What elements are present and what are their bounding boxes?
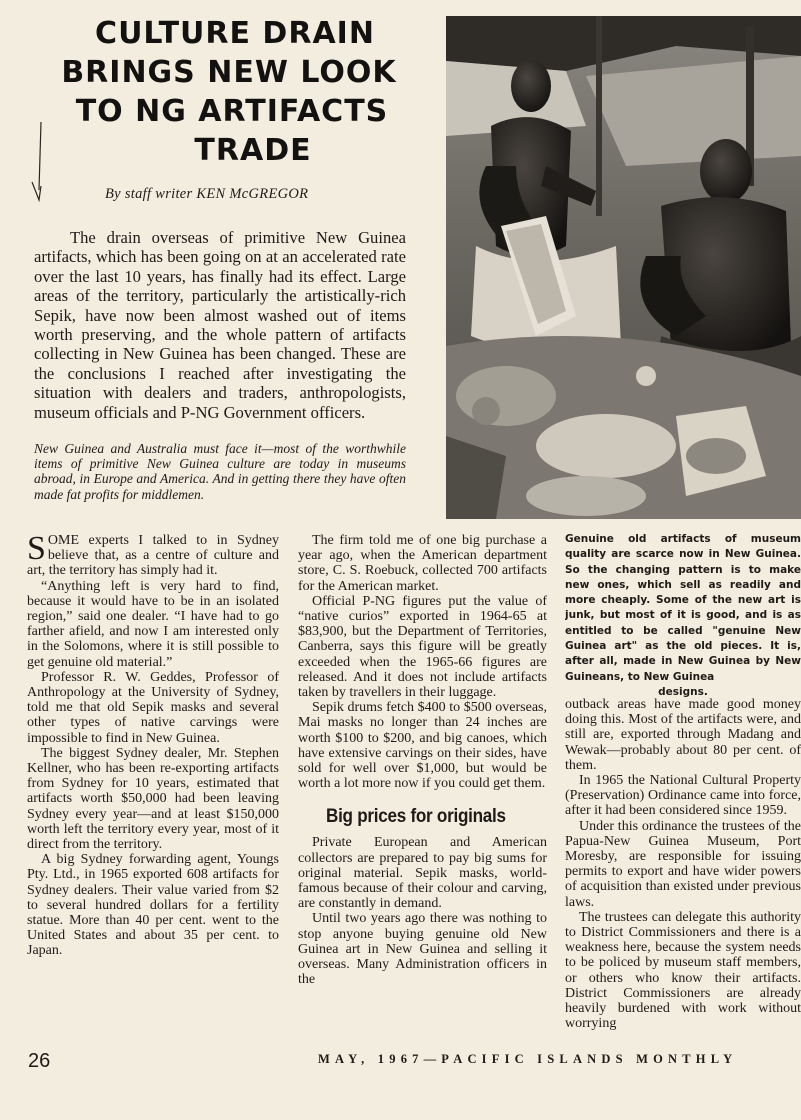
running-footer: MAY, 1967—PACIFIC ISLANDS MONTHLY (318, 1052, 738, 1066)
lead-paragraph (34, 228, 406, 422)
headline-line-1: CULTURE DRAIN (95, 16, 375, 51)
lead-text: The drain overseas of primitive New Guinea artifacts, which has been going on at an accelerated rate over the last 10 years, has finally had its effect. Large areas of the territory, particularly the artistically-rich Sepik, have now been almost washed out of items worth preserving, and the whole pattern of artifacts collecting in New Guinea has been changed. These are the conclusions I reached after investigating the situation with dealers and traders, anthropologists, museum officials and P-NG Government officers. (34, 228, 406, 422)
byline: By staff writer KEN McGREGOR (105, 186, 309, 202)
column-2-paragraph: Official P-NG figures put the value of “native curios” exported in 1964-65 at $83,900, but the Department of Territories, Canberra, says this figure will be greatly exceeded when the 1965-66 figures are released. And it does not include artifacts taken by travellers in their luggage. (298, 593, 547, 701)
column-3-paragraph: In 1965 the National Cultural Property (Preservation) Ordinance came into force, after it had been considered since 1959. (565, 773, 801, 819)
headline-line-4: TRADE (194, 133, 312, 168)
page-number: 26 (28, 1050, 51, 1072)
column-2-paragraph: Sepik drums fetch $400 to $500 overseas, Mai masks no longer than 24 inches are worth $100 to $200, and big canoes, which have extensive carvings on their sides, have sold for well over $1,000, but would be worth a lot more now if you could get them. (298, 700, 547, 792)
pull-quote: New Guinea and Australia must face it—most of the worthwhile items of primitive New Guinea culture are today in museums abroad, in Europe and America. And in getting there they have often made fat profits for middlemen. (34, 441, 406, 502)
column-1-text: OME experts I talked to in Sydney believe that, as a centre of culture and art, the territory has simply had it. (27, 533, 279, 579)
column-1-paragraph: The biggest Sydney dealer, Mr. Stephen Kellner, who has been re-exporting artifacts from Sydney for 10 years, estimated that artifacts worth $50,000 had been leaving Sydney every year—and at least $150,000 worth left the territory every year, most of it direct from the territory. (27, 745, 279, 853)
column-3-paragraph: The trustees can delegate this authority to District Commissioners and there is a weakness here, because the system needs to be policed by museum staff members, or others who know their artifacts. District Commissioners are already heavily burdened with work without worrying (565, 909, 801, 1032)
photo-caption (565, 532, 801, 700)
column-3 (565, 697, 801, 1031)
headline-line-3: TO NG ARTIFACTS (75, 94, 389, 129)
column-1-paragraph: Professor R. W. Geddes, Professor of Anthropology at the University of Sydney, told me that old Sepik masks and several other types of native carvings were impossible to find in New Guinea. (27, 669, 279, 746)
column-2-paragraph: The firm told me of one big purchase a year ago, when the American department store, C. S. Roebuck, collected 700 artifacts for the American market. (298, 533, 547, 594)
headline (38, 14, 420, 170)
column-2 (298, 533, 547, 987)
column-1-paragraph: “Anything left is very hard to find, because it would have to be in an isolated region,” said one dealer. “I have had to go farther afield, and now I am interested only in the Solomons, where it is still possible to get genuine old material.” (27, 578, 279, 670)
column-2-paragraph: Private European and American collectors are prepared to pay big sums for original material. Sepik masks, world-famous because of their colour and carving, are constantly in demand. (298, 835, 547, 912)
column-2-paragraph: Until two years ago there was nothing to stop anyone buying genuine old New Guinea art in New Guinea and selling it overseas. Many Administration officers in the (298, 911, 547, 988)
photo-carvers (446, 16, 801, 519)
column-1-paragraph: A big Sydney forwarding agent, Youngs Pty. Ltd., in 1965 exported 608 artifacts for Sydney dealers. Their value varied from $2 to several hundred dollars for a fertility statue. More than 40 per cent. went to the United States and about 35 per cent. to Japan. (27, 852, 279, 959)
subheading: Big prices for originals (326, 806, 506, 828)
column-3-paragraph: Under this ordinance the trustees of the Papua-New Guinea Museum, Port Moresby, are responsible for issuing permits to export and have wider powers of acquisition than existed under previous laws. (565, 818, 801, 910)
column-3-paragraph: outback areas have made good money doing this. Most of the artifacts were, and still are, exported through Madang and Wewak—probably about 80 per cent. of them. (565, 697, 801, 773)
headline-line-2: BRINGS NEW LOOK (61, 55, 397, 90)
column-1-paragraph (27, 530, 279, 579)
handwritten-tick-mark (30, 120, 44, 206)
caption-last-line: designs. (658, 685, 708, 698)
caption-text: Genuine old artifacts of museum quality are scarce now in New Guinea. So the changing pattern is to make new ones, which sell as readily and more cheaply. Some of the new art is junk, but most of it is good, and is as entitled to be called "genuine New Guinea art" as the old pieces. It is, after all, made in New Guinea by New Guineans, to New Guinea (565, 533, 801, 683)
column-1 (27, 530, 279, 959)
drop-cap: S (27, 530, 46, 567)
photo-carvers-image (446, 16, 801, 519)
